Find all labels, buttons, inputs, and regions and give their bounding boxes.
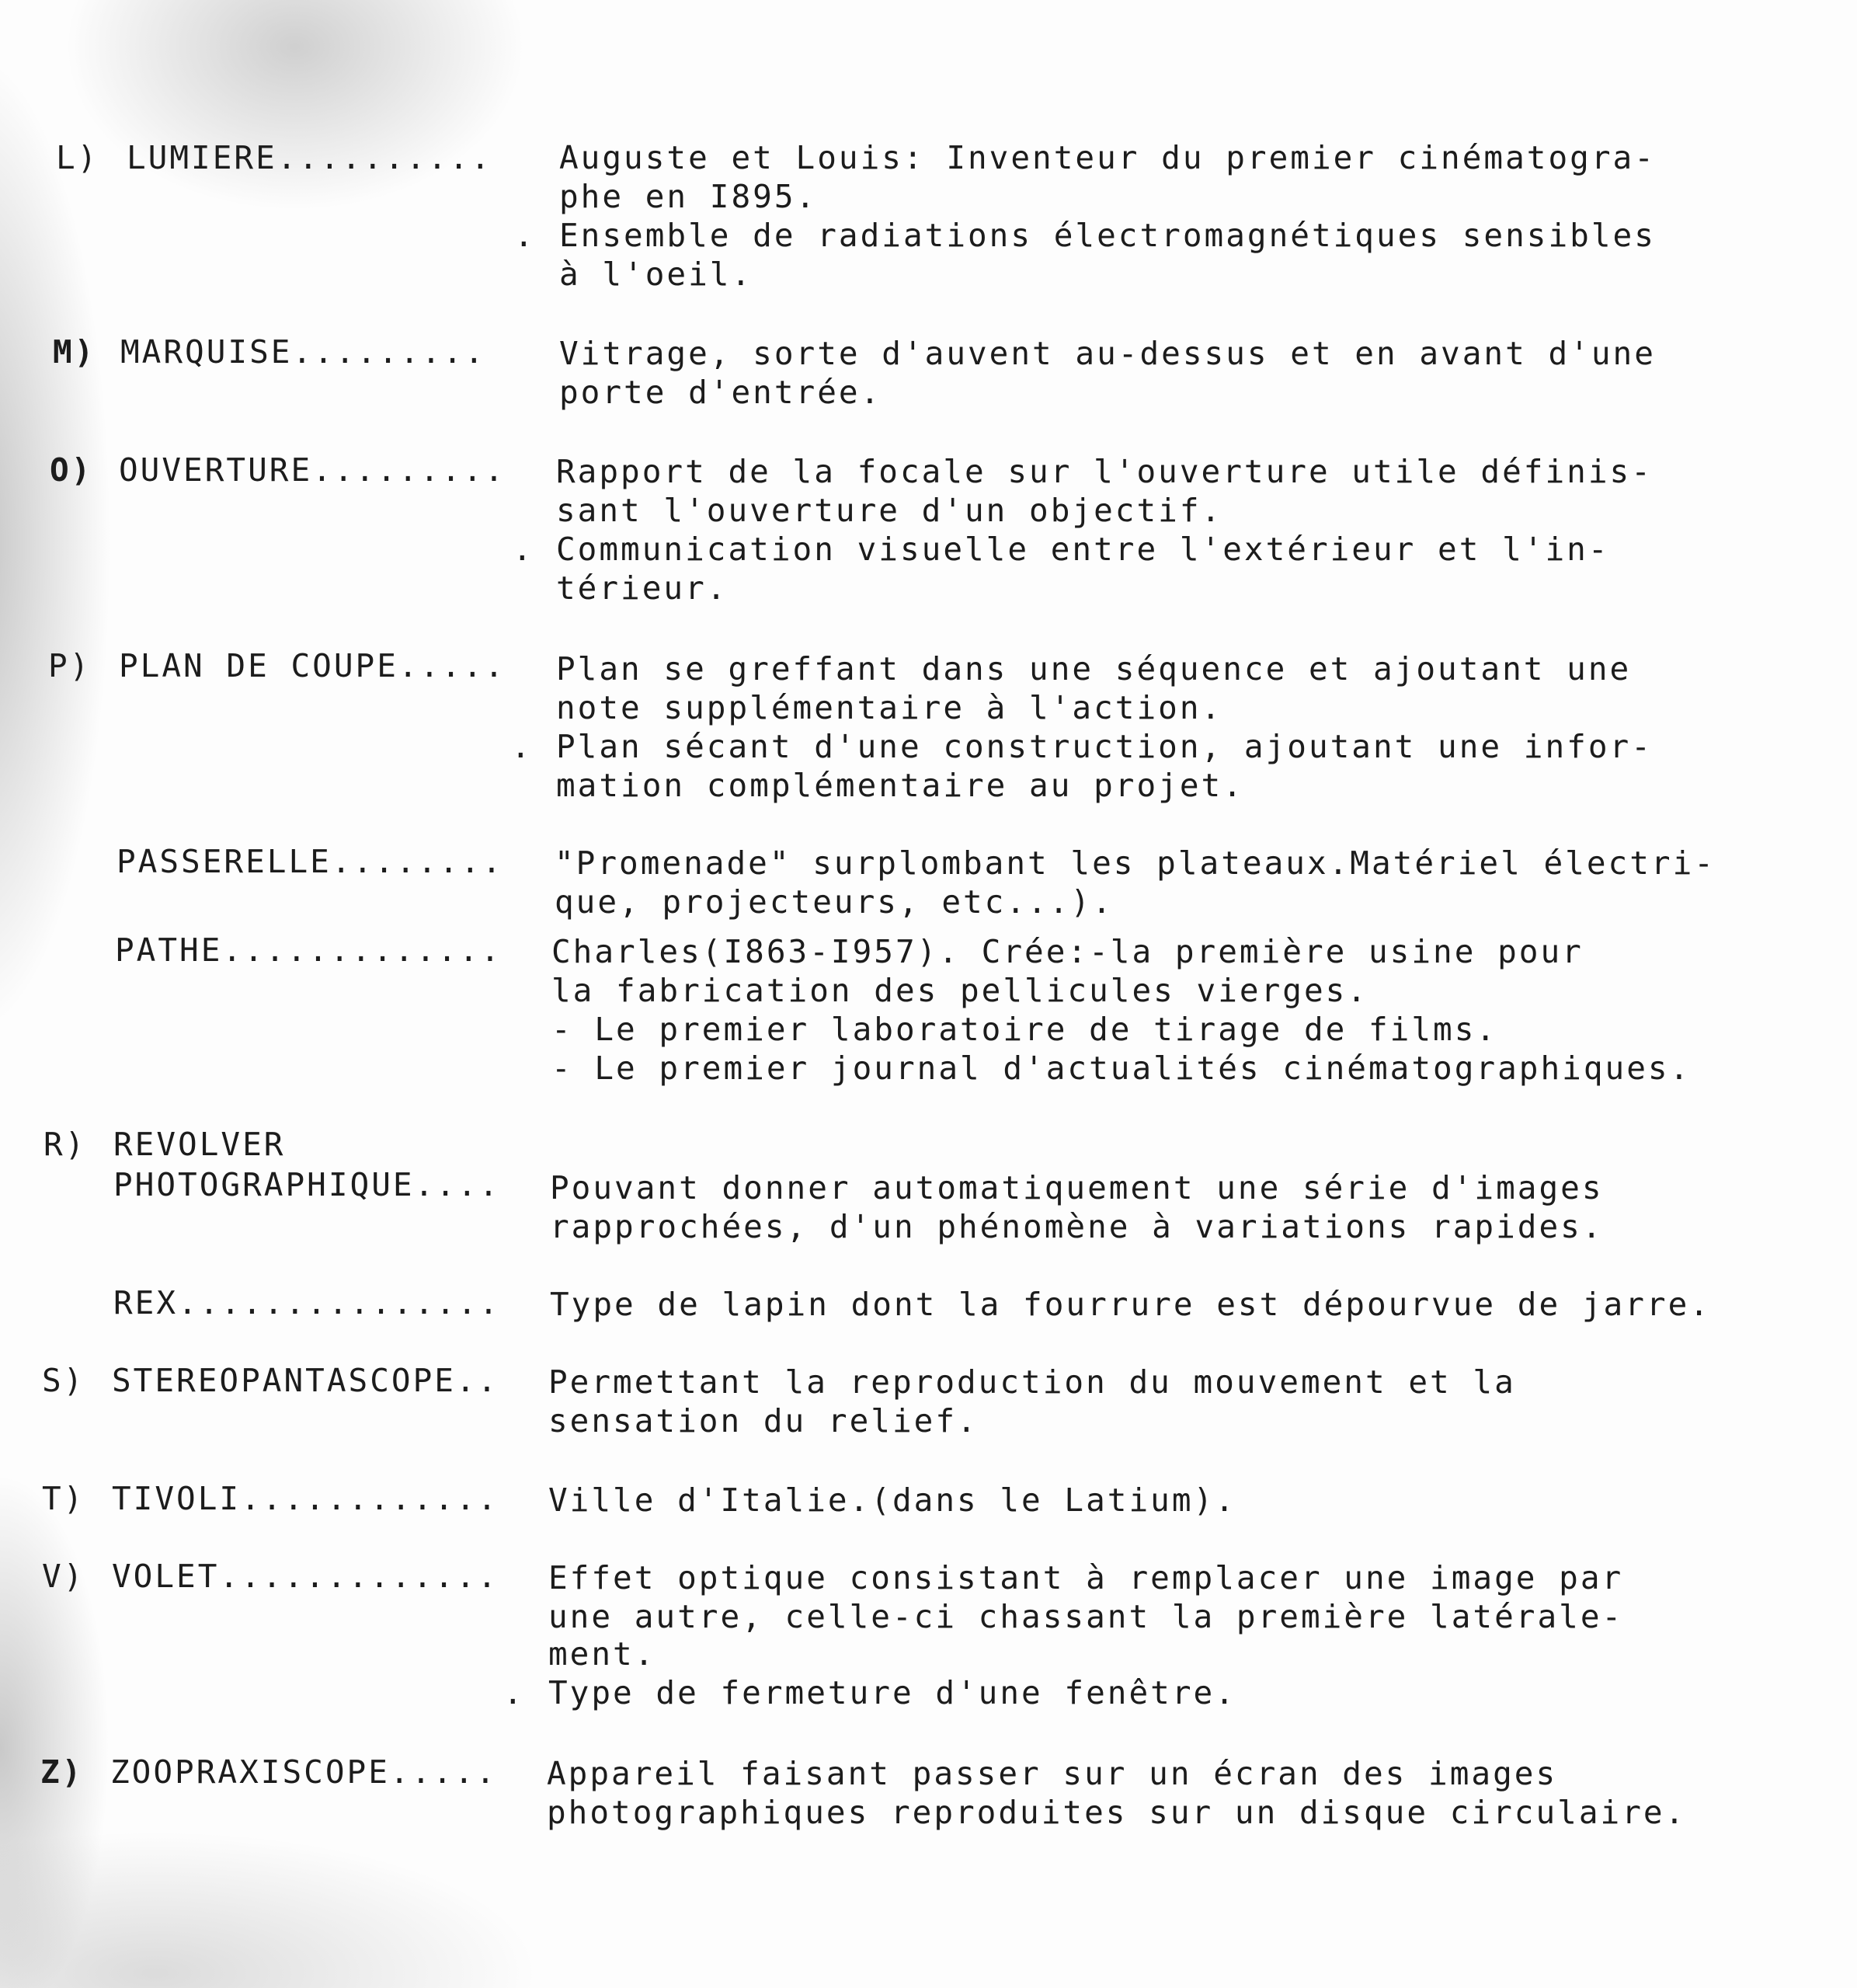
entry-definition: "Promenade" surplombant les plateaux.Matériel électri-	[555, 844, 1716, 882]
entry-letter: M)	[53, 333, 96, 371]
entry-definition: térieur.	[556, 569, 729, 607]
entry-definition: sensation du relief.	[548, 1402, 979, 1440]
entry-definition: rapprochées, d'un phénomène à variations rapides.	[550, 1208, 1604, 1245]
bullet-dot: .	[503, 1674, 523, 1711]
entry-definition: Ville d'Italie.(dans le Latium).	[548, 1481, 1236, 1519]
entry-term: STEREOPANTASCOPE..	[112, 1362, 499, 1399]
entry-definition: Charles(I863-I957). Crée:-la première usine pour	[551, 933, 1584, 970]
entry-definition: Effet optique consistant à remplacer une image par	[548, 1559, 1624, 1596]
entry-definition: sant l'ouverture d'un objectif.	[556, 492, 1223, 529]
entry-definition: que, projecteurs, etc...).	[555, 883, 1114, 921]
entry-term: OUVERTURE.........	[119, 451, 506, 489]
entry-term: PATHE.............	[115, 931, 503, 969]
entry-definition: Type de fermeture d'une fenêtre.	[548, 1674, 1236, 1711]
bullet-dot: .	[511, 728, 530, 765]
entry-letter: T)	[42, 1480, 85, 1517]
entry-letter: Z)	[40, 1753, 84, 1791]
entry-term: PHOTOGRAPHIQUE....	[113, 1166, 501, 1203]
entry-term: MARQUISE.........	[120, 333, 486, 371]
entry-letter: P)	[48, 647, 92, 684]
entry-definition: Pouvant donner automatiquement une série d'images	[550, 1169, 1604, 1206]
entry-definition: phe en I895.	[559, 178, 818, 215]
entry-term: ZOOPRAXISCOPE.....	[110, 1753, 498, 1791]
entry-term: TIVOLI............	[112, 1480, 499, 1517]
entry-definition: - Le premier laboratoire de tirage de films.	[551, 1011, 1498, 1048]
entry-definition: Appareil faisant passer sur un écran des images	[547, 1755, 1558, 1792]
entry-term: PLAN DE COUPE.....	[119, 647, 506, 684]
entry-definition: ment.	[548, 1635, 656, 1673]
entry-definition: Ensemble de radiations électromagnétiques sensibles	[559, 217, 1656, 254]
entry-definition: Type de lapin dont la fourrure est dépourvue de jarre.	[550, 1286, 1711, 1323]
entry-definition: mation complémentaire au projet.	[556, 767, 1244, 804]
entry-definition: une autre, celle-ci chassant la première latérale-	[548, 1598, 1624, 1635]
entry-term: VOLET.............	[112, 1558, 499, 1595]
entry-letter: S)	[42, 1362, 85, 1399]
entry-definition: Auguste et Louis: Inventeur du premier cinématogra-	[559, 139, 1656, 176]
entry-letter: O)	[50, 451, 93, 489]
bullet-dot: .	[513, 531, 532, 568]
entry-definition: Rapport de la focale sur l'ouverture utile définis-	[556, 453, 1653, 490]
entry-definition: Communication visuelle entre l'extérieur et l'in-	[556, 531, 1610, 568]
entry-term: REX...............	[113, 1284, 501, 1321]
entry-letter: L)	[56, 139, 99, 176]
entry-letter: R)	[43, 1126, 87, 1163]
entry-definition: porte d'entrée.	[559, 374, 882, 411]
entry-term: LUMIERE..........	[127, 139, 492, 176]
entry-definition: à l'oeil.	[559, 256, 753, 293]
entry-definition: la fabrication des pellicules vierges.	[551, 972, 1368, 1009]
entry-term: REVOLVER	[113, 1126, 286, 1163]
bullet-dot: .	[514, 217, 534, 254]
entry-term: PASSERELLE........	[116, 843, 504, 880]
entry-definition: photographiques reproduites sur un disque circulaire.	[547, 1794, 1687, 1831]
entry-definition: note supplémentaire à l'action.	[556, 689, 1223, 726]
entry-definition: - Le premier journal d'actualités cinématographiques.	[551, 1050, 1692, 1087]
entry-letter: V)	[42, 1558, 85, 1595]
entry-definition: Plan se greffant dans une séquence et ajoutant une	[556, 650, 1632, 688]
entry-definition: Permettant la reproduction du mouvement et la	[548, 1363, 1516, 1401]
entry-definition: Vitrage, sorte d'auvent au-dessus et en avant d'une	[559, 335, 1656, 372]
entry-definition: Plan sécant d'une construction, ajoutant une infor-	[556, 728, 1653, 765]
